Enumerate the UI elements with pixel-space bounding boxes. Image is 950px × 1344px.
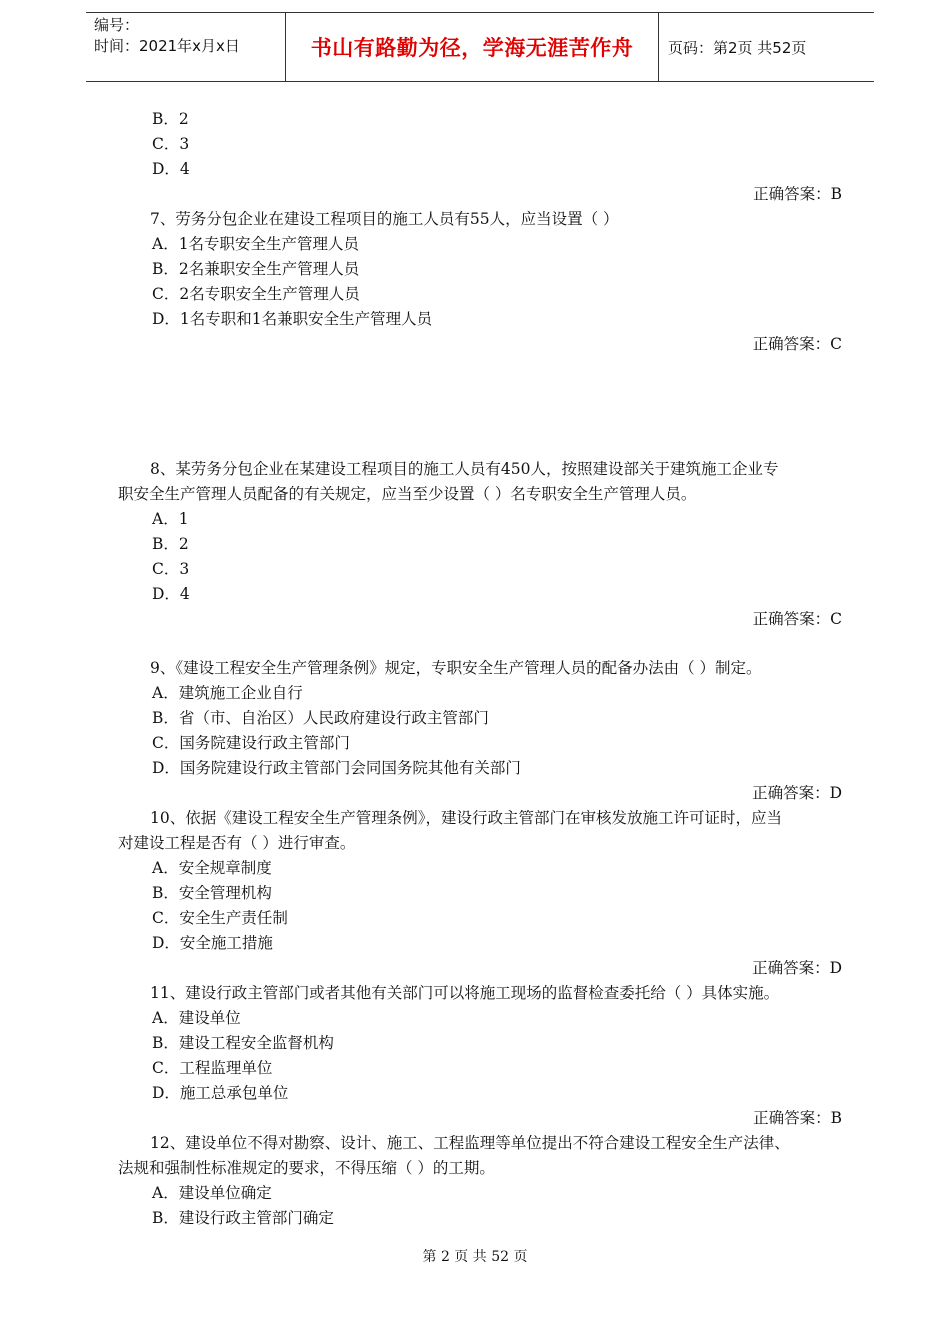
option-line: C．工程监理单位 <box>152 1059 273 1077</box>
option-line: A．建筑施工企业自行 <box>152 684 303 702</box>
option-line: A．1 <box>152 510 189 528</box>
motto: 书山有路勤为径，学海无涯苦作舟 <box>310 36 634 60</box>
option-line: B．2 <box>152 110 189 128</box>
question-line: 12、建设单位不得对勘察、设计、施工、工程监理等单位提出不符合建设工程安全生产法律、 <box>150 1134 790 1152</box>
answer-line: 正确答案：C <box>752 610 842 628</box>
option-line: B．2 <box>152 535 189 553</box>
option-line: B．建设行政主管部门确定 <box>152 1209 334 1227</box>
option-line: B．建设工程安全监督机构 <box>152 1034 334 1052</box>
option-line: D．安全施工措施 <box>152 934 273 952</box>
time-label: 时间：2021年x月x日 <box>94 37 240 55</box>
answer-line: 正确答案：B <box>753 185 842 203</box>
option-line: B．安全管理机构 <box>152 884 272 902</box>
option-line: A．建设单位确定 <box>152 1184 272 1202</box>
header-meta <box>94 15 240 57</box>
option-line: C．3 <box>152 560 190 578</box>
page-header <box>86 12 874 82</box>
question-continuation: 职安全生产管理人员配备的有关规定，应当至少设置（ ）名专职安全生产管理人员。 <box>118 485 697 503</box>
question-line: 11、建设行政主管部门或者其他有关部门可以将施工现场的监督检查委托给（ ）具体实施。 <box>150 984 780 1002</box>
question-line: 9、《建设工程安全生产管理条例》规定，专职安全生产管理人员的配备办法由（ ）制定。 <box>150 659 762 677</box>
option-line: C．2名专职安全生产管理人员 <box>152 285 360 303</box>
option-line: C．3 <box>152 135 190 153</box>
answer-line: 正确答案：C <box>752 335 842 353</box>
option-line: A．建设单位 <box>152 1009 241 1027</box>
question-line: 8、某劳务分包企业在某建设工程项目的施工人员有450人，按照建设部关于建筑施工企业专 <box>150 460 779 478</box>
number-label: 编号： <box>94 16 140 34</box>
option-line: B．2名兼职安全生产管理人员 <box>152 260 360 278</box>
answer-line: 正确答案：D <box>752 959 842 977</box>
option-line: B．省（市、自治区）人民政府建设行政主管部门 <box>152 709 489 727</box>
option-line: D．4 <box>152 585 190 603</box>
question-continuation: 法规和强制性标准规定的要求，不得压缩（ ）的工期。 <box>118 1159 495 1177</box>
option-line: D．国务院建设行政主管部门会同国务院其他有关部门 <box>152 759 521 777</box>
page-label: 页码：第2页 共52页 <box>668 39 807 57</box>
page-footer: 第 2 页 共 52 页 <box>422 1249 528 1265</box>
question-line: 10、依据《建设工程安全生产管理条例》，建设行政主管部门在审核发放施工许可证时，应当 <box>150 809 782 827</box>
question-continuation: 对建设工程是否有（ ）进行审查。 <box>118 834 356 852</box>
header-motto-cell <box>285 13 659 81</box>
option-line: A．安全规章制度 <box>152 859 272 877</box>
option-line: A．1名专职安全生产管理人员 <box>152 235 360 253</box>
option-line: C．国务院建设行政主管部门 <box>152 734 350 752</box>
answer-line: 正确答案：D <box>752 784 842 802</box>
option-line: C．安全生产责任制 <box>152 909 288 927</box>
option-line: D．1名专职和1名兼职安全生产管理人员 <box>152 310 433 328</box>
answer-line: 正确答案：B <box>753 1109 842 1127</box>
question-line: 7、劳务分包企业在建设工程项目的施工人员有55人，应当设置（ ） <box>150 210 619 228</box>
option-line: D．4 <box>152 160 190 178</box>
option-line: D．施工总承包单位 <box>152 1084 289 1102</box>
